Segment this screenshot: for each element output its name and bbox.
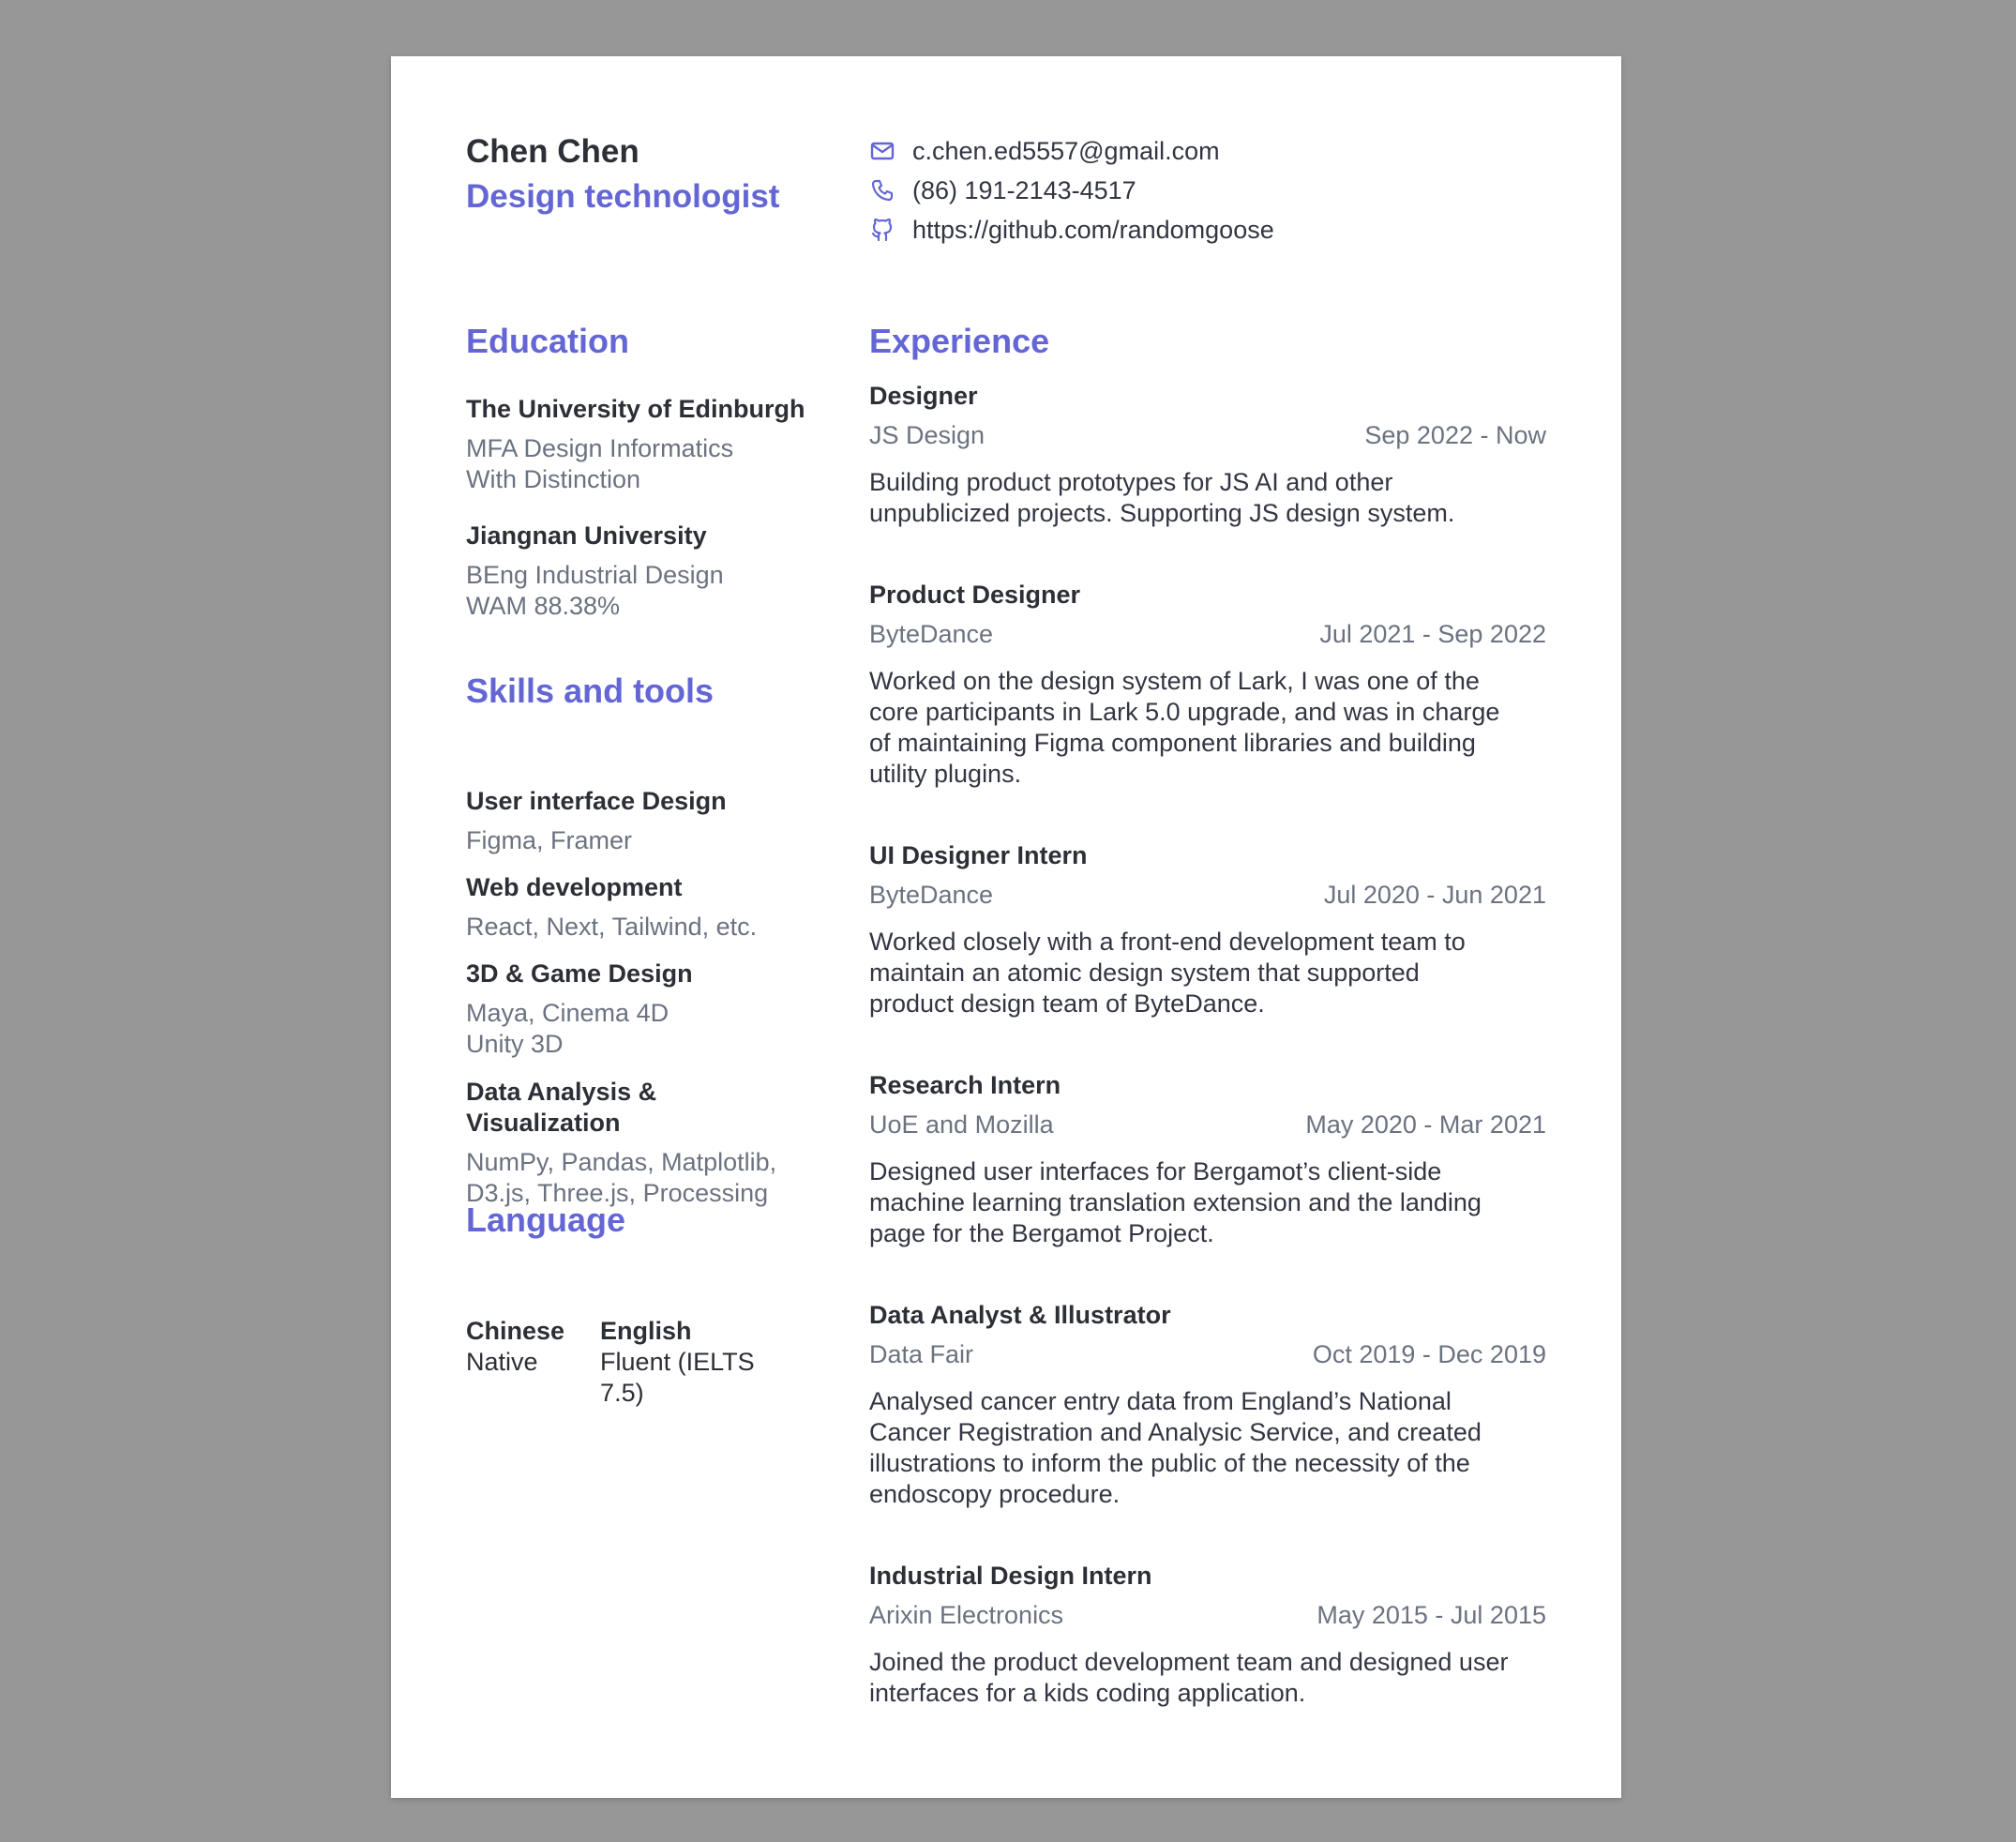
job-meta (869, 618, 1546, 650)
job-title: UI Designer Intern (869, 841, 1088, 869)
job-dates: Oct 2019 - Dec 2019 (1312, 1340, 1546, 1368)
description-line: core participants in Lark 5.0 upgrade, and was in charge (869, 698, 1500, 726)
job-meta (869, 1599, 1546, 1631)
description-line: Designed user interfaces for Bergamot’s client-side (869, 1157, 1442, 1185)
person-role: Design technologist (466, 178, 780, 215)
experience-item (869, 1560, 1546, 1709)
contact-github[interactable] (869, 210, 1274, 249)
job-description (869, 467, 1546, 529)
company-name: JS Design (869, 421, 985, 449)
education-item (466, 394, 822, 495)
description-line: Cancer Registration and Analysic Service, and created (869, 1418, 1482, 1446)
job-dates: May 2015 - Jul 2015 (1316, 1601, 1546, 1629)
job-description (869, 1156, 1546, 1249)
phone-icon (869, 177, 895, 204)
job-description (869, 1386, 1546, 1510)
language-name: Chinese (466, 1317, 565, 1345)
skill-item (466, 872, 822, 943)
language-item (600, 1316, 787, 1409)
description-line: Building product prototypes for JS AI and other (869, 468, 1393, 496)
job-dates: Jul 2021 - Sep 2022 (1319, 620, 1546, 648)
company-name: ByteDance (869, 620, 994, 648)
skill-item (466, 786, 822, 856)
skill-name: Web development (466, 873, 683, 901)
description-line: maintain an atomic design system that supported (869, 959, 1420, 987)
resume-page (391, 56, 1621, 1798)
skill-item (466, 959, 822, 1060)
education-heading: Education (466, 322, 630, 360)
company-name: ByteDance (869, 881, 994, 909)
description-line: Analysed cancer entry data from England’s National (869, 1387, 1452, 1415)
description-line: of maintaining Figma component libraries and building (869, 729, 1476, 757)
skill-name: User interface Design (466, 787, 727, 815)
job-title: Product Designer (869, 581, 1081, 609)
description-line: unpublicized projects. Supporting JS design system. (869, 499, 1455, 527)
contact-list (869, 131, 1274, 249)
job-meta (869, 879, 1546, 911)
job-description (869, 1647, 1546, 1709)
job-title: Data Analyst & Illustrator (869, 1301, 1171, 1329)
contact-phone[interactable] (869, 171, 1274, 210)
skill-tools: NumPy, Pandas, Matplotlib, (466, 1148, 777, 1176)
contact-email[interactable] (869, 131, 1274, 171)
experience-item (869, 1069, 1546, 1249)
job-title: Designer (869, 382, 978, 410)
phone-text[interactable]: (86) 191-2143-4517 (912, 175, 1136, 204)
skill-tools: React, Next, Tailwind, etc. (466, 913, 758, 941)
person-name: Chen Chen (466, 133, 639, 170)
skill-name: Data Analysis & (466, 1078, 657, 1106)
job-description (869, 927, 1546, 1019)
school-name: The University of Edinburgh (466, 395, 805, 423)
experience-item (869, 380, 1546, 529)
description-line: Worked on the design system of Lark, I was one of the (869, 667, 1480, 695)
job-meta (869, 1338, 1546, 1370)
experience-item (869, 579, 1546, 790)
degree-note: WAM 88.38% (466, 592, 621, 620)
description-line: Worked closely with a front-end development team to (869, 928, 1466, 956)
skills-heading: Skills and tools (466, 672, 715, 710)
job-description (869, 666, 1546, 790)
education-item (466, 521, 822, 622)
email-text[interactable]: c.chen.ed5557@gmail.com (912, 136, 1220, 165)
mail-icon (869, 138, 895, 164)
skill-tools: D3.js, Three.js, Processing (466, 1179, 769, 1207)
language-level: Native (466, 1348, 538, 1376)
language-list (466, 1316, 822, 1409)
experience-item (869, 1299, 1546, 1510)
degree: MFA Design Informatics (466, 434, 734, 462)
job-dates: Sep 2022 - Now (1364, 421, 1546, 449)
skill-tools: Maya, Cinema 4D (466, 999, 669, 1027)
description-line: Joined the product development team and designed user (869, 1648, 1509, 1676)
experience-item (869, 839, 1546, 1019)
job-meta (869, 1109, 1546, 1140)
github-link[interactable]: https://github.com/randomgoose (912, 215, 1274, 244)
language-level: Fluent (IELTS 7.5) (600, 1348, 755, 1407)
description-line: machine learning translation extension and the landing (869, 1188, 1482, 1216)
language-item (466, 1316, 564, 1409)
skill-tools: Figma, Framer (466, 826, 633, 854)
description-line: illustrations to inform the public of the necessity of the (869, 1449, 1470, 1477)
skill-item (466, 1077, 822, 1209)
description-line: interfaces for a kids coding application. (869, 1679, 1306, 1707)
company-name: Data Fair (869, 1340, 974, 1368)
company-name: UoE and Mozilla (869, 1110, 1054, 1139)
description-line: utility plugins. (869, 760, 1022, 788)
skill-name: Visualization (466, 1109, 621, 1137)
experience-heading: Experience (869, 322, 1050, 360)
degree: BEng Industrial Design (466, 561, 724, 589)
description-line: product design team of ByteDance. (869, 989, 1265, 1018)
school-name: Jiangnan University (466, 521, 707, 550)
language-name: English (600, 1317, 692, 1345)
job-meta (869, 419, 1546, 451)
job-dates: Jul 2020 - Jun 2021 (1323, 881, 1546, 909)
language-heading: Language (466, 1200, 626, 1239)
degree-note: With Distinction (466, 465, 641, 493)
description-line: page for the Bergamot Project. (869, 1219, 1214, 1247)
skill-tools: Unity 3D (466, 1030, 564, 1058)
job-title: Research Intern (869, 1071, 1061, 1099)
job-dates: May 2020 - Mar 2021 (1305, 1110, 1546, 1139)
job-title: Industrial Design Intern (869, 1562, 1152, 1590)
company-name: Arixin Electronics (869, 1601, 1064, 1629)
github-icon (869, 217, 895, 243)
description-line: endoscopy procedure. (869, 1480, 1121, 1508)
skill-name: 3D & Game Design (466, 959, 693, 988)
